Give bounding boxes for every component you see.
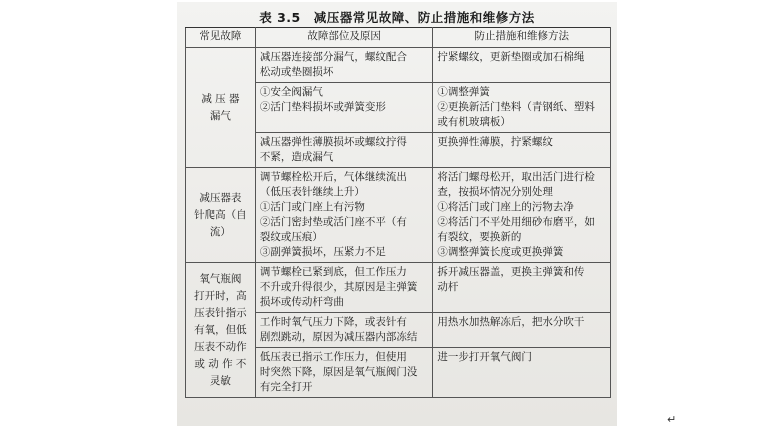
fault-line: 针爬高（自 bbox=[194, 208, 247, 221]
cause-line: （低压表针继续上升） bbox=[259, 186, 365, 198]
fix-line: 用热水加热解冻后，把水分吹干 bbox=[437, 316, 585, 328]
fault-line: 压表不动作 bbox=[194, 340, 247, 353]
cause-line: 裂纹或压痕） bbox=[259, 231, 323, 243]
fault-line: 减 压 器 bbox=[201, 92, 240, 105]
cause-line: 有完全打开 bbox=[259, 381, 313, 393]
cause-line: 剧烈跳动，原因为减压器内部冻结 bbox=[259, 331, 418, 343]
fault-table bbox=[185, 27, 611, 398]
fix-cell bbox=[433, 133, 611, 168]
table-header-row bbox=[186, 28, 611, 48]
cause-line: 调节螺栓松开后，气体继续流出 bbox=[259, 171, 407, 183]
fix-line: 动杆 bbox=[437, 281, 459, 293]
header-fault: 常见故障 bbox=[186, 28, 256, 48]
cause-cell bbox=[255, 263, 433, 313]
header-cause: 故障部位及原因 bbox=[255, 28, 433, 48]
cause-line: 工作时氧气压力下降，或表针有 bbox=[259, 316, 407, 328]
fix-line: 或有机玻璃板） bbox=[437, 116, 511, 128]
fix-cell bbox=[433, 48, 611, 83]
cause-cell bbox=[255, 348, 433, 398]
fault-cell bbox=[186, 48, 256, 168]
cause-cell bbox=[255, 48, 433, 83]
fault-line: 压表针指示 bbox=[194, 306, 247, 319]
fix-line: ①将活门或门座上的污物去净 bbox=[437, 201, 574, 213]
fix-line: 查，按损坏情况分别处理 bbox=[437, 186, 553, 198]
fix-cell bbox=[433, 263, 611, 313]
fault-line: 氧气瓶阀 bbox=[199, 272, 242, 285]
cause-cell bbox=[255, 313, 433, 348]
fault-line: 有氧，但低 bbox=[194, 323, 247, 336]
fix-line: ③调整弹簧长度或更换弹簧 bbox=[437, 246, 564, 258]
fault-line: 减压器表 bbox=[199, 191, 242, 204]
fault-line: 打开时，高 bbox=[194, 289, 247, 302]
cause-line: ②活门垫料损坏或弹簧变形 bbox=[259, 101, 386, 113]
cause-line: 不升或升得很少，其原因是主弹簧 bbox=[259, 281, 418, 293]
fix-line: 拧紧螺纹，更新垫圈或加石棉绳 bbox=[437, 51, 585, 63]
fix-line: ②将活门不平处用细砂布磨平，如 bbox=[437, 216, 595, 228]
fault-line: 流） bbox=[209, 225, 231, 238]
table-row bbox=[186, 263, 611, 313]
cause-line: 低压表已指示工作压力，但使用 bbox=[259, 351, 407, 363]
fix-line: 有裂纹，要换新的 bbox=[437, 231, 522, 243]
fault-line: 灵敏 bbox=[209, 374, 231, 387]
fault-cell bbox=[186, 168, 256, 263]
cause-line: 不紧，造成漏气 bbox=[259, 151, 334, 163]
table-row bbox=[186, 48, 611, 83]
fix-line: 拆开减压器盖，更换主弹簧和传 bbox=[437, 266, 585, 278]
fix-line: 将活门螺母松开，取出活门进行检 bbox=[437, 171, 595, 183]
fix-cell bbox=[433, 348, 611, 398]
cause-cell bbox=[255, 133, 433, 168]
cause-cell bbox=[255, 83, 433, 133]
cause-line: 减压器弹性薄膜损坏或螺纹拧得 bbox=[259, 136, 407, 148]
fix-cell bbox=[433, 168, 611, 263]
fault-line: 漏气 bbox=[209, 109, 231, 122]
fix-cell bbox=[433, 313, 611, 348]
cause-line: 减压器连接部分漏气，螺纹配合 bbox=[259, 51, 407, 63]
fix-line: ①调整弹簧 bbox=[437, 86, 490, 98]
cause-line: 松动或垫圈损坏 bbox=[259, 66, 334, 78]
cause-cell bbox=[255, 168, 433, 263]
fault-line: 或 动 作 不 bbox=[194, 357, 247, 370]
cause-line: ①安全阀漏气 bbox=[259, 86, 323, 98]
cause-line: ③副弹簧损坏，压紧力不足 bbox=[259, 246, 386, 258]
cause-line: 时突然下降，原因是氧气瓶阀门没 bbox=[259, 366, 418, 378]
header-fix: 防止措施和维修方法 bbox=[433, 28, 611, 48]
cause-line: ②活门密封垫或活门座不平（有 bbox=[259, 216, 407, 228]
cause-line: ①活门或门座上有污物 bbox=[259, 201, 365, 213]
table-row bbox=[186, 168, 611, 263]
fix-line: ②更换新活门垫料（青钢纸、塑料 bbox=[437, 101, 595, 113]
fix-cell bbox=[433, 83, 611, 133]
table-body bbox=[186, 48, 611, 398]
cause-line: 调节螺栓已紧到底，但工作压力 bbox=[259, 266, 407, 278]
paragraph-return-mark: ↵ bbox=[667, 413, 677, 426]
fix-line: 进一步打开氧气阀门 bbox=[437, 351, 532, 363]
fault-cell bbox=[186, 263, 256, 398]
fix-line: 更换弹性薄膜，拧紧螺纹 bbox=[437, 136, 553, 148]
cause-line: 损坏或传动杆弯曲 bbox=[259, 296, 344, 308]
table-title: 表 3.5 减压器常见故障、防止措施和维修方法 bbox=[259, 10, 535, 25]
